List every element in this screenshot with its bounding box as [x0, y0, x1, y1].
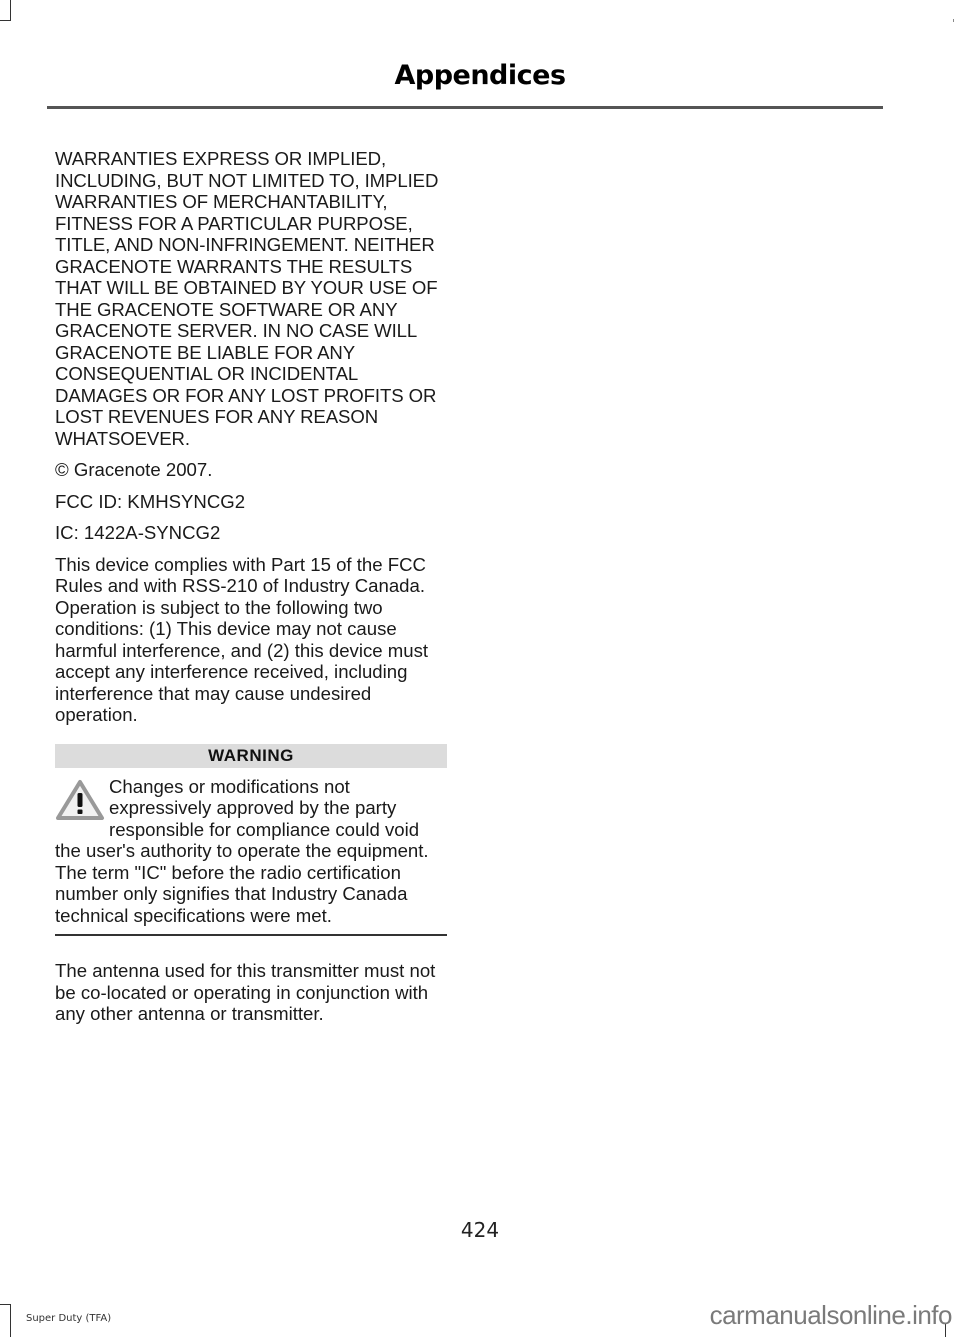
warning-heading: WARNING	[55, 744, 447, 768]
warning-box	[55, 744, 447, 937]
crop-mark-bottom-left	[0, 1304, 11, 1337]
main-column	[55, 148, 447, 1035]
crop-mark-top-left	[0, 0, 11, 21]
antenna-paragraph: The antenna used for this transmitter must not be co-located or operating in conjunction with any other antenna or transmitter.	[55, 960, 436, 1024]
warning-body	[55, 768, 447, 937]
footer-model-label: Super Duty (TFA)	[26, 1313, 112, 1324]
ic-id-text: IC: 1422A-SYNCG2	[55, 522, 221, 543]
compliance-paragraph: This device complies with Part 15 of the FCC Rules and with RSS-210 of Industry Canada. Operation is subject to the following two conditions: (1) This device may not cause harmful interference, and (2) this device must accept any interference received, including interference that may cause undesired operation.	[55, 553, 429, 725]
header-divider	[47, 106, 883, 109]
page-number: 424	[460, 1218, 500, 1242]
fcc-id-text: FCC ID: KMHSYNCG2	[55, 490, 246, 512]
copyright-text: © Gracenote 2007.	[55, 459, 213, 480]
crop-mark-top-right	[953, 19, 954, 22]
page-title: Appendices	[394, 60, 566, 91]
watermark-link[interactable]: carmanualsonline.info	[709, 1300, 952, 1330]
warning-text: Changes or modifications not expressively approved by the party responsible for compliance could void the user's authority to operate the equipment. The term "IC" before the radio certification number only signifies that Industry Canada technical specifications were met.	[55, 775, 429, 926]
warning-triangle-icon	[55, 779, 105, 821]
disclaimer-paragraph: WARRANTIES EXPRESS OR IMPLIED, INCLUDING, BUT NOT LIMITED TO, IMPLIED WARRANTIES OF MERCHANTABILITY, FITNESS FOR A PARTICULAR PURPOSE, TITLE, AND NON-INFRINGEMENT. NEITHER GRACENOTE WARRANTS THE RESULTS THAT WILL BE OBTAINED BY YOUR USE OF THE GRACENOTE SOFTWARE OR ANY GRACENOTE SERVER. IN NO CASE WILL GRACENOTE BE LIABLE FOR ANY CONSEQUENTIAL OR INCIDENTAL DAMAGES OR FOR ANY LOST PROFITS OR LOST REVENUES FOR ANY REASON WHATSOEVER.	[55, 148, 439, 449]
